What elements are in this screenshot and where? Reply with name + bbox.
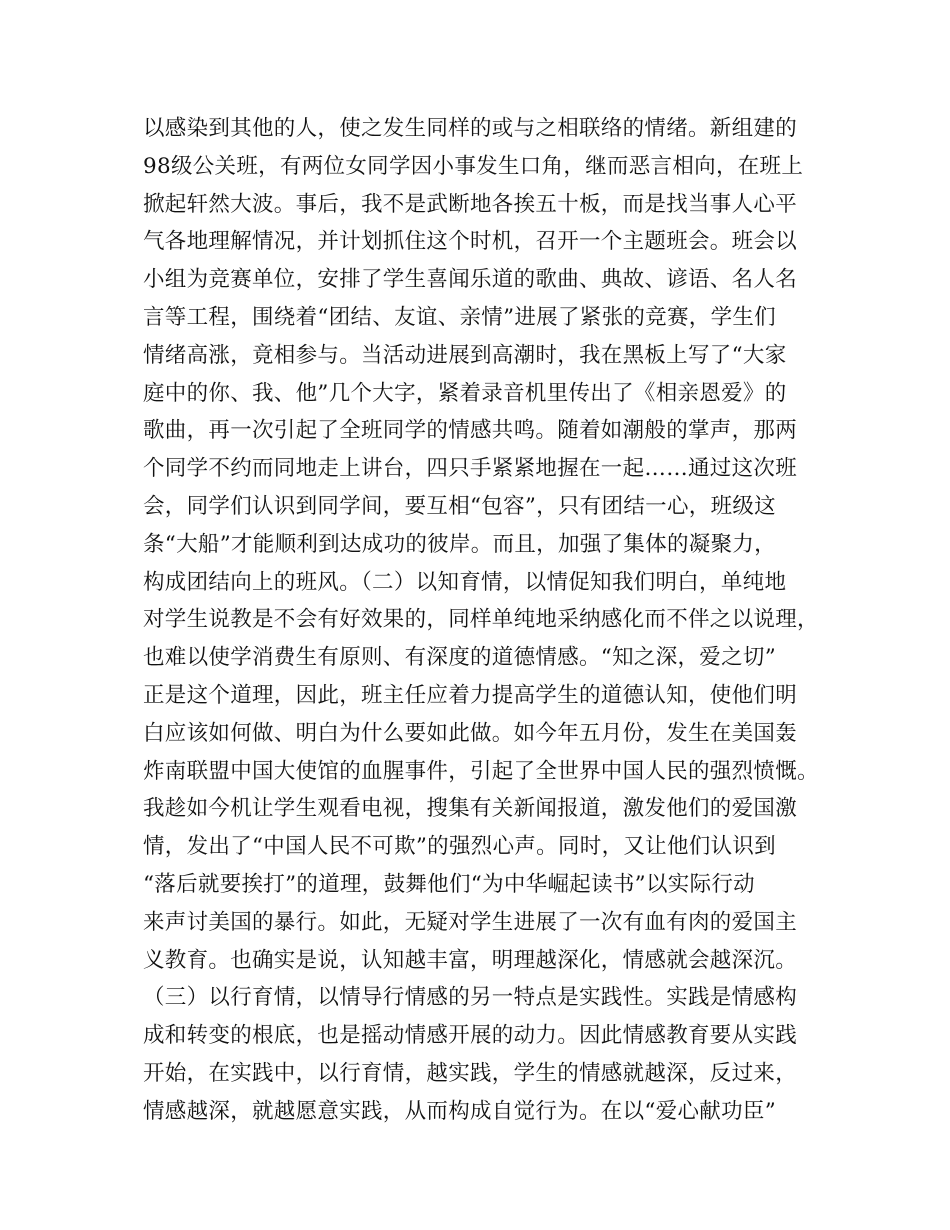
text-line: 开始，在实践中，以行育情，越实践，学生的情感就越深，反过来， [143, 1060, 798, 1086]
text-line: 歌曲，再一次引起了全班同学的情感共鸣。随着如潮般的掌声，那两 [143, 418, 798, 444]
text-line: 对学生说教是不会有好效果的，同样单纯地采纳感化而不伴之以说理， [143, 607, 819, 633]
text-line: 构成团结向上的班风。（二）以知育情，以情促知我们明白，单纯地 [143, 569, 787, 595]
text-line: 白应该如何做、明白为什么要如此做。如今年五月份，发生在美国轰 [143, 720, 798, 746]
text-line: 言等工程，围绕着“团结、友谊、亲情”进展了紧张的竞赛，学生们 [143, 304, 776, 330]
text-line: 小组为竞赛单位，安排了学生喜闻乐道的歌曲、典故、谚语、名人名 [143, 267, 798, 293]
text-line: 正是这个道理，因此，班主任应着力提高学生的道德认知，使他们明 [143, 682, 798, 708]
text-line: 情绪高涨，竟相参与。当活动进展到高潮时，我在黑板上写了“大家 [143, 342, 787, 368]
text-line: 成和转变的根底，也是摇动情感开展的动力。因此情感教育要从实践 [143, 1023, 798, 1049]
text-line: 98级公关班，有两位女同学因小事发生口角，继而恶言相向，在班上 [143, 153, 804, 179]
text-line: 情感越深，就越愿意实践，从而构成自觉行为。在以“爱心献功臣” [143, 1098, 776, 1124]
text-line: 条“大船”才能顺利到达成功的彼岸。而且，加强了集体的凝聚力， [143, 531, 776, 557]
text-line: 我趁如今机让学生观看电视，搜集有关新闻报道，激发他们的爱国激 [143, 796, 798, 822]
text-line: “落后就要挨打”的道理，鼓舞他们“为中华崛起读书”以实际行动 [143, 871, 755, 897]
text-line: （三）以行育情，以情导行情感的另一特点是实践性。实践是情感构 [143, 985, 798, 1011]
text-line: 炸南联盟中国大使馆的血腥事件，引起了全世界中国人民的强烈愤慨。 [143, 758, 819, 784]
text-line: 情，发出了“中国人民不可欺”的强烈心声。同时，又让他们认识到 [143, 834, 776, 860]
text-line: 会，同学们认识到同学间，要互相“包容”，只有团结一心，班级这 [143, 493, 776, 519]
text-line: 庭中的你、我、他”几个大字，紧着录音机里传出了《相亲恩爱》的 [143, 380, 787, 406]
text-line: 个同学不约而同地走上讲台，四只手紧紧地握在一起……通过这次班 [143, 456, 798, 482]
text-line: 来声讨美国的暴行。如此，无疑对学生进展了一次有血有肉的爱国主 [143, 909, 798, 935]
text-line: 也难以使学消费生有原则、有深度的道德情感。“知之深，爱之切” [143, 645, 776, 671]
text-line: 气各地理解情况，并计划抓住这个时机，召开一个主题班会。班会以 [143, 229, 798, 255]
text-line: 掀起轩然大波。事后，我不是武断地各挨五十板，而是找当事人心平 [143, 191, 798, 217]
body-text [143, 110, 843, 1131]
text-line: 以感染到其他的人，使之发生同样的或与之相联络的情绪。新组建的 [143, 116, 798, 141]
text-line: 义教育。也确实是说，认知越丰富，明理越深化，情感就会越深沉。 [143, 947, 798, 973]
